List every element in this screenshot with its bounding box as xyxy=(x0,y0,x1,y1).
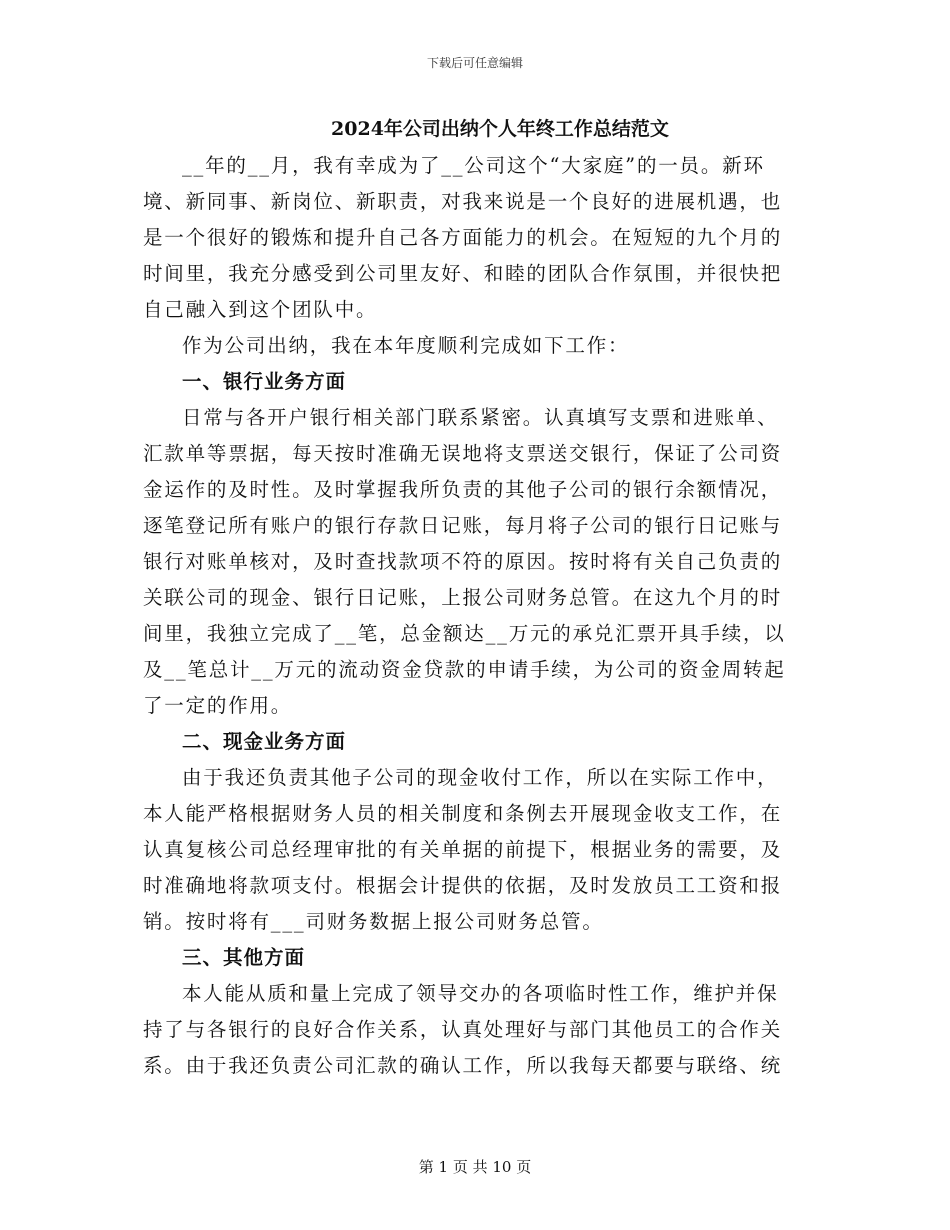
intro-paragraph: __年的__月，我有幸成为了__公司这个“大家庭”的一员。新环境、新同事、新岗位、新职责，对我来说是一个良好的进展机遇，也是一个很好的锻炼和提升自己各方面能力的机会。在短短的九个月的时间里，我充分感受到公司里友好、和睦的团队合作氛围，并很快把自己融入到这个团队中。 xyxy=(143,154,783,321)
document-title: 2024年公司出纳个人年终工作总结范文 xyxy=(331,118,669,140)
section-heading-bank: 一、银行业务方面 xyxy=(182,370,347,393)
section-heading-other: 三、其他方面 xyxy=(182,946,306,969)
header-note: 下载后可任意编辑 xyxy=(426,56,523,70)
page-footer: 第 1 页 共 10 页 xyxy=(418,1158,532,1176)
section-body-bank: 日常与各开户银行相关部门联系紧密。认真填写支票和进账单、汇款单等票据，每天按时准确无误地将支票送交银行，保证了公司资金运作的及时性。及时掌握我所负责的其他子公司的银行余额情况，逐笔登记所有账户的银行存款日记账，每月将子公司的银行日记账与银行对账单核对，及时查找款项不符的原因。按时将有关自己负责的关联公司的现金、银行日记账，上报公司财务总管。在这九个月的时间里，我独立完成了__笔，总金额达__万元的承兑汇票开具手续，以及__笔总计__万元的流动资金贷款的申请手续，为公司的资金周转起了一定的作用。 xyxy=(143,406,786,717)
section-heading-cash: 二、现金业务方面 xyxy=(182,730,347,753)
section-body-other: 本人能从质和量上完成了领导交办的各项临时性工作，维护并保持了与各银行的良好合作关系，认真处理好与部门其他员工的合作关系。由于我还负责公司汇款的确认工作，所以我每天都要与联络、统 xyxy=(143,982,783,1077)
document-body xyxy=(143,148,793,1084)
section-body-cash: 由于我还负责其他子公司的现金收付工作，所以在实际工作中，本人能严格根据财务人员的相关制度和条例去开展现金收支工作，在认真复核公司总经理审批的有关单据的前提下，根据业务的需要，及时准确地将款项支付。根据会计提供的依据，及时发放员工工资和报销。按时将有___司财务数据上报公司财务总管。 xyxy=(143,766,783,933)
lead-paragraph: 作为公司出纳，我在本年度顺利完成如下工作： xyxy=(182,334,630,357)
